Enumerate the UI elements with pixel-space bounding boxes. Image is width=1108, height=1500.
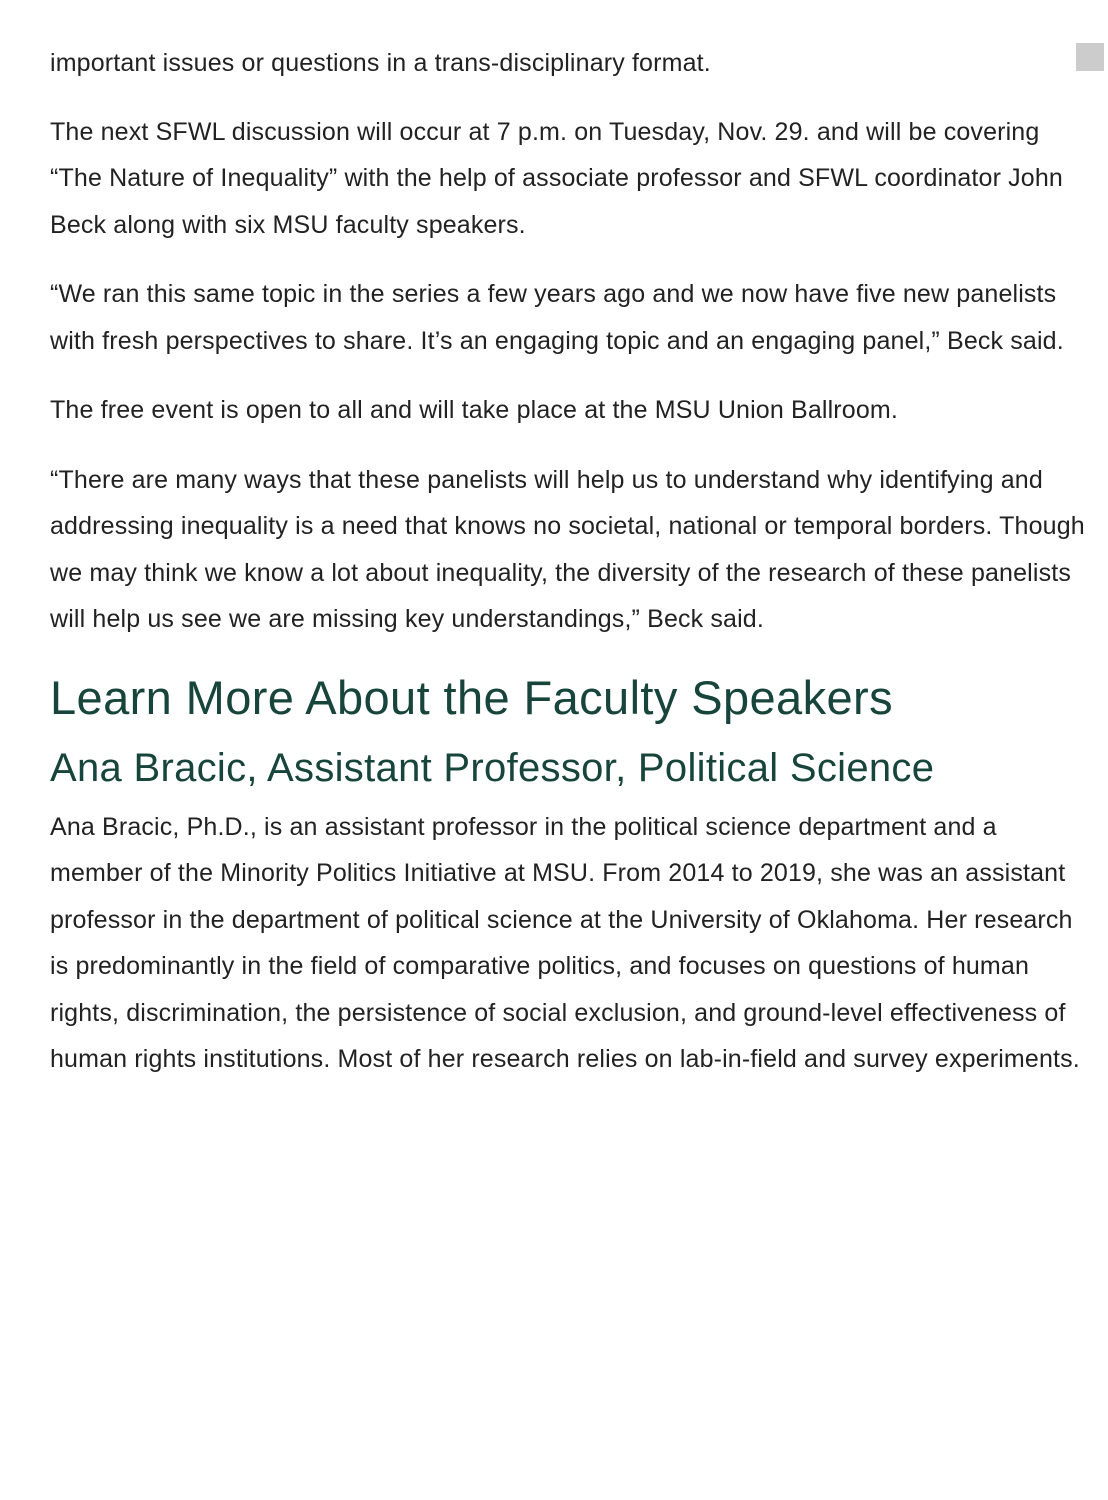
scrollbar-thumb[interactable] xyxy=(1076,43,1104,71)
article-body xyxy=(50,40,1090,1106)
article-paragraph-event-details: The next SFWL discussion will occur at 7 p.m. on Tuesday, Nov. 29. and will be covering “The Nature of Inequality” with the help of associate professor and SFWL coordinator John Beck along with six MSU faculty speakers. xyxy=(50,117,1063,239)
article-paragraph-intro-end: important issues or questions in a trans-disciplinary format. xyxy=(50,49,711,77)
speaker-heading: Ana Bracic, Assistant Professor, Political Science xyxy=(50,745,935,790)
article-paragraph-location: The free event is open to all and will take place at the MSU Union Ballroom. xyxy=(50,396,898,424)
section-heading-faculty-speakers: Learn More About the Faculty Speakers xyxy=(50,670,893,724)
article-paragraph-beck-quote-1: “We ran this same topic in the series a few years ago and we now have five new panelists with fresh perspectives to share. It’s an engaging topic and an engaging panel,” Beck said. xyxy=(50,280,1064,355)
speaker-bio: Ana Bracic, Ph.D., is an assistant professor in the political science department and a member of the Minority Politics Initiative at MSU. From 2014 to 2019, she was an assistant professor in the department of political science at the University of Oklahoma. Her research is predominantly in the field of comparative politics, and focuses on questions of human rights, discrimination, the persistence of social exclusion, and ground-level effectiveness of human rights institutions. Most of her research relies on lab-in-field and survey experiments. xyxy=(50,812,1080,1073)
article-paragraph-beck-quote-2: “There are many ways that these panelists will help us to understand why identifying and addressing inequality is a need that knows no societal, national or temporal borders. Though we may think we know a lot about inequality, the diversity of the research of these panelists will help us see we are missing key understandings,” Beck said. xyxy=(50,465,1085,633)
